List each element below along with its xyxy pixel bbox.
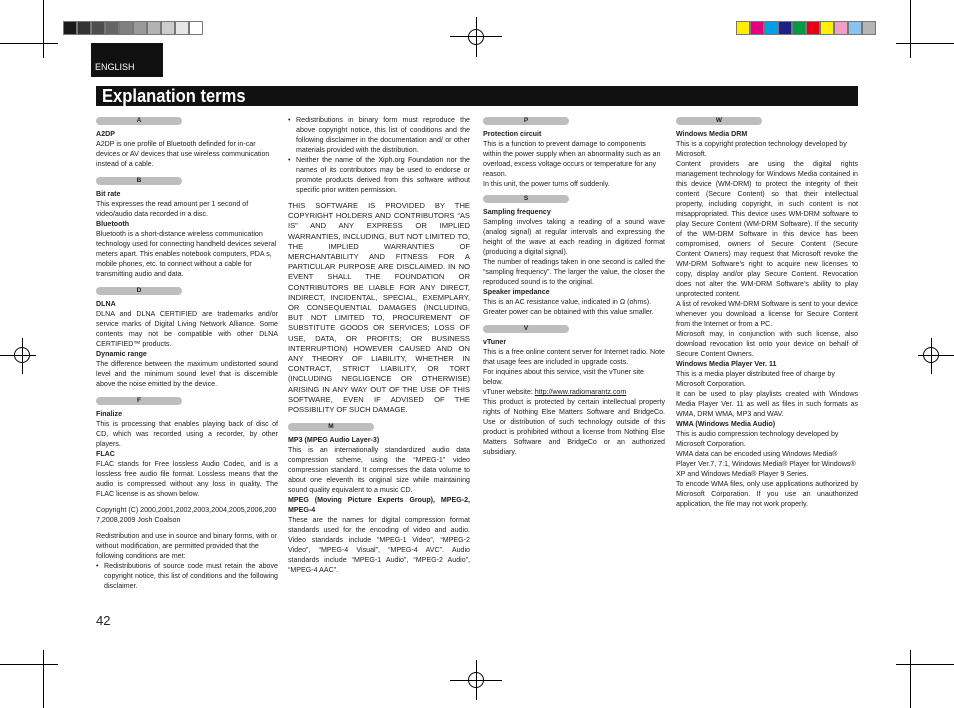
color-swatch (133, 21, 147, 35)
term-title: MPEG (Moving Picture Experts Group), MPEG-2, MPEG-4 (288, 496, 470, 515)
term-text: The number of readings taken in one second is called the “sampling frequency”. The larger the value, the closer the reproduced sound is to the original. (483, 258, 665, 286)
page-title: Explanation terms (102, 86, 246, 106)
term-text: This is audio compression technology developed by Microsoft Corporation. (676, 430, 839, 448)
term-text: This is a free online content server for Internet radio. Note that usage fees are included in upgrade costs. (483, 348, 665, 366)
term-text: This is a copyright protection technology developed by Microsoft. (676, 140, 847, 158)
column-3 (483, 115, 665, 457)
language-tab (91, 43, 163, 77)
color-swatch (147, 21, 161, 35)
section-letter-m: M (288, 423, 374, 431)
term-text: A2DP is one profile of Bluetooth definded for in-car devices or AV devices that use wireless communication instead of a cable. (96, 140, 270, 168)
color-swatch (778, 21, 792, 35)
term-text: FLAC stands for Free lossless Audio Codec, and is a lossless free audio file format. Lossless means that the audio is compressed without any loss in quality. The FLAC license is as shown below. (96, 460, 278, 498)
column-2 (288, 115, 470, 575)
term-text: Sampling involves taking a reading of a sound wave (analog signal) at regular intervals and expressing the height of the wave at each reading in digitized format (producing a digital signal). (483, 218, 665, 256)
term-text: These are the names for digital compression format standards used for the encoding of video and audio. Video standards include “MPEG-1 Video”, “MPEG-2 Video”, “MPEG-4 Visual”, “MPEG-4 AVC”. Audio standards include “MPEG-1 Audio”, “MPEG-2 Audio”, “MPEG-4 AAC”. (288, 516, 470, 575)
color-swatch (848, 21, 862, 35)
term-text: This is an AC resistance value, indicated in Ω (ohms). Greater power can be obtained with this value smaller. (483, 298, 654, 316)
color-swatch (189, 21, 203, 35)
term-title: Bluetooth (96, 220, 130, 228)
term-text: DLNA and DLNA CERTIFIED are trademarks and/or service marks of Digital Living Network Alliance. Some contents may not be compatible with other DLNA CERTIFIED™ products. (96, 310, 278, 348)
term-title: FLAC (96, 450, 115, 458)
color-swatch (862, 21, 876, 35)
term-title: MP3 (MPEG Audio Layer-3) (288, 436, 380, 445)
term-title: Windows Media DRM (676, 130, 748, 138)
term-text: Content providers are using the digital rights management technology for Windows Media contained in this device (WM-DRM) to protect the integrity of their content (Secure Content) so that their intellectual property, including copyright, in such content is not misappropriated. This device uses WM-DRM software to play Secure Content (WM-DRM Software). If the security of the WM-DRM Software in this device has been compromised, owners of Secure Content (Secure Content Owners) may request that Microsoft revoke the WM-DRM Software’s right to acquire new licenses to copy, display and/or play Secure Content. Revocation does not alter the WM-DRM Software’s ability to play unprotected content. (676, 160, 858, 298)
license-condition: • Neither the name of the Xiph.org Foundation nor the names of its contributors may be used to endorse or promote products derived from this software without specific prior written permission. (288, 155, 470, 195)
term-title: Speaker impedance (483, 288, 550, 296)
term-title: Sampling frequency (483, 208, 551, 216)
term-title: vTuner (483, 338, 507, 346)
license-condition: • Redistributions of source code must retain the above copyright notice, this list of conditions and the following disclaimer. (96, 561, 278, 591)
license-disclaimer: THIS SOFTWARE IS PROVIDED BY THE COPYRIGHT HOLDERS AND CONTRIBUTORS “AS IS” AND ANY EXPRESS OR IMPLIED WARRANTIES, INCLUDING, BUT NOT LIMITED TO, THE IMPLIED WARRANTIES OF MERCHANTABILITY AND FITNESS FOR A PARTICULAR PURPOSE ARE DISCLAIMED. IN NO EVENT SHALL THE FOUNDATION OR CONTRIBUTORS BE LIABLE FOR ANY DIRECT, INDIRECT, INCIDENTAL, SPECIAL, EXEMPLARY, OR CONSEQUENTIAL DAMAGES (INCLUDING, BUT NOT LIMITED TO, PROCUREMENT OF SUBSTITUTE GOODS OR SERVICES; LOSS OF USE, DATA, OR PROFITS; OR BUSINESS INTERRUPTION) HOWEVER CAUSED AND ON ANY THEORY OF LIABILITY, WHETHER IN CONTRACT, STRICT LIABILITY, OR TORT (INCLUDING NEGLIGENCE OR OTHERWISE) ARISING IN ANY WAY OUT OF THE USE OF THIS SOFTWARE, EVEN IF ADVISED OF THE POSSIBILITY OF SUCH DAMAGE. (288, 201, 470, 415)
language-label: ENGLISH (95, 62, 135, 72)
section-letter-w: W (676, 117, 762, 125)
term-text: For inquiries about this service, visit the vTuner site below. (483, 368, 644, 386)
term-text: This product is protected by certain intellectual property rights of Nothing Else Matters Software and BridgeCo. Use or distribution of such technology outside of this product is prohibited without a license from Nothing Else Matters Software and BridgeCo or an authorized subsidiary. (483, 398, 665, 456)
vtuner-website-line (483, 387, 665, 397)
column-4 (676, 115, 858, 509)
term-text: This is a media player distributed free of charge by Microsoft Corporation. (676, 370, 835, 388)
section-letter-p: P (483, 117, 569, 125)
term-title: Windows Media Player Ver. 11 (676, 360, 777, 368)
term-text: This is processing that enables playing back of disc of CD, which was recorded using a recorder, by other players. (96, 420, 278, 448)
process-color-bar (736, 21, 876, 35)
color-swatch (806, 21, 820, 35)
color-swatch (736, 21, 750, 35)
term-text: It can be used to play playlists created with Windows Media Player Ver. 11 as well as files in such formats as WMA, DRM WMA, MP3 and WAV. (676, 390, 858, 418)
term-title: WMA (Windows Media Audio) (676, 420, 776, 428)
section-letter-d: D (96, 287, 182, 295)
section-letter-b: B (96, 177, 182, 185)
color-swatch (63, 21, 77, 35)
term-text: Bluetooth is a short-distance wireless communication technology used for connecting handheld devices several meters apart. This enables notebook computers, PDA s, mobile phones, etc. to connect without a cable for transmitting audio and data. (96, 230, 277, 278)
term-text: This is a function to prevent damage to components within the power supply when an abnormality such as an overload, excess voltage occurs or temperature for any reason. (483, 140, 661, 178)
term-text: Microsoft may, in conjunction with such license, also download revocation list onto your device on behalf of Secure Content Owners. (676, 330, 858, 358)
term-title: Protection circuit (483, 130, 542, 138)
term-title: Bit rate (96, 190, 121, 198)
section-letter-v: V (483, 325, 569, 333)
color-swatch (175, 21, 189, 35)
term-text: In this unit, the power turns off suddenly. (483, 180, 610, 188)
color-swatch (105, 21, 119, 35)
section-letter-f: F (96, 397, 182, 405)
title-bar (96, 86, 858, 106)
color-swatch (750, 21, 764, 35)
term-text: To encode WMA files, only use applications authorized by Microsoft Corporation. If you use an unauthorized application, the file may not work properly. (676, 480, 858, 508)
color-swatch (834, 21, 848, 35)
color-swatch (91, 21, 105, 35)
section-letter-s: S (483, 195, 569, 203)
column-1 (96, 115, 278, 591)
license-condition: • Redistributions in binary form must reproduce the above copyright notice, this list of conditions and the following disclaimer in the documentation and/ or other materials provided with the distribution. (288, 115, 470, 155)
redistribution-text: Redistribution and use in source and binary forms, with or without modification, are permitted provided that the following conditions are met: (96, 532, 277, 560)
term-title: Finalize (96, 410, 123, 418)
vtuner-website-link[interactable]: http://www.radiomarantz.com (534, 388, 627, 396)
color-swatch (792, 21, 806, 35)
term-title: Dynamic range (96, 350, 147, 358)
color-swatch (161, 21, 175, 35)
term-text: The difference between the maximum undistorted sound level and the minimum sound level that is discernible above the noise emitted by the device. (96, 360, 278, 388)
term-title: DLNA (96, 300, 116, 308)
term-text: This expresses the read amount per 1 second of video/audio data recorded in a disc. (96, 200, 249, 218)
color-swatch (77, 21, 91, 35)
vtuner-website-label: vTuner website: (483, 388, 535, 396)
page-number: 42 (96, 613, 111, 628)
term-text: This is an internationally standardized audio data compression scheme, using the “MPEG-1” video compression standard. It compresses the data volume to about one eleventh its original size while maintaining sound quality equivalent to a music CD. (288, 446, 470, 495)
copyright-text: Copyright (C) 2000,2001,2002,2003,2004,2005,2006,2007,2008,2009 Josh Coalson (96, 506, 277, 524)
color-swatch (820, 21, 834, 35)
term-text: WMA data can be encoded using Windows Media® Player Ver.7, 7.1, Windows Media® Player for Windows® XP and Windows Media® Player 9 Series. (676, 450, 856, 478)
color-swatch (119, 21, 133, 35)
term-title: A2DP (96, 130, 115, 138)
term-text: A list of revoked WM-DRM Software is sent to your device whenever you download a license for Secure Content from the Internet or from a PC. (676, 300, 858, 328)
color-swatch (764, 21, 778, 35)
grayscale-color-bar (63, 21, 203, 35)
section-letter-a: A (96, 117, 182, 125)
